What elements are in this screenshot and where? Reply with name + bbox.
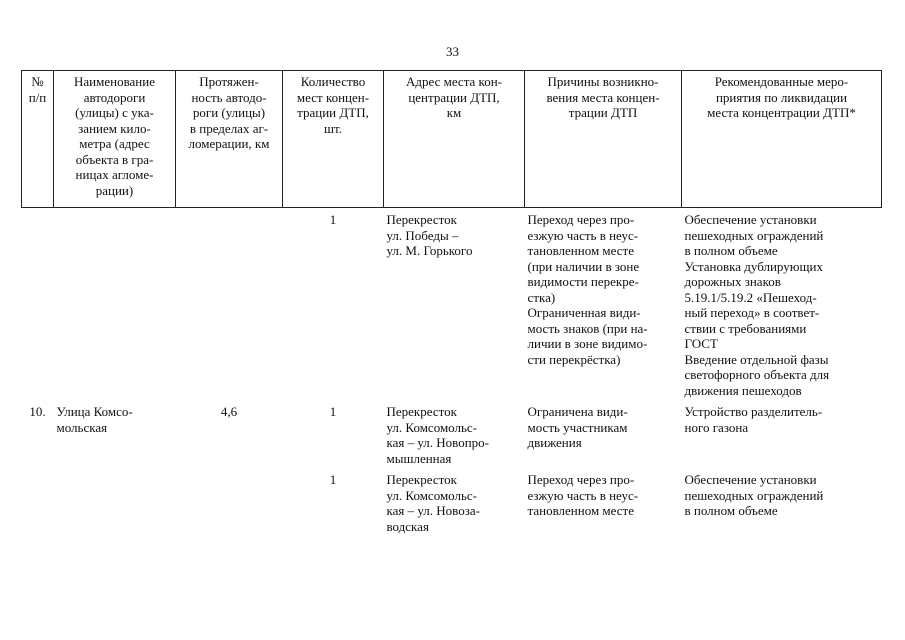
measures: Устройство разделитель- ного газона bbox=[684, 404, 823, 435]
road-length: 4,6 bbox=[220, 404, 238, 419]
measures: Обеспечение установки пешеходных ограждений в полном объеме bbox=[684, 472, 824, 518]
accident-count: 1 bbox=[329, 212, 337, 227]
row-number bbox=[22, 208, 54, 399]
measures: Обеспечение установки пешеходных ограждений в полном объеме Установка дублирующих дорожных знаков 5.19.1/5.19.2 «Пешеход- ный переход» в соответ- ствии с требованиями ГОСТ Введение отдельной фазы светофорного объекта для движения пешеходов bbox=[684, 212, 830, 398]
header-measures: Рекомендованные меро- приятия по ликвидации места концентрации ДТП* bbox=[682, 71, 882, 208]
causes: Ограничена види- мость участникам движения bbox=[527, 404, 628, 450]
road-name bbox=[54, 466, 176, 534]
table-row bbox=[22, 398, 882, 466]
header-number: № п/п bbox=[22, 71, 54, 208]
accident-count: 1 bbox=[329, 472, 337, 487]
header-address: Адрес места кон- центрации ДТП, км bbox=[384, 71, 525, 208]
header-road-name: Наименование автодороги (улицы) с ука- занием кило- метра (адрес объекта в гра- ницах агломе- рации) bbox=[54, 71, 176, 208]
accident-count: 1 bbox=[329, 404, 337, 419]
address: Перекресток ул. Победы – ул. М. Горького bbox=[386, 212, 473, 258]
header-accident-count: Количество мест концен- трации ДТП, шт. bbox=[283, 71, 384, 208]
row-number: 10. bbox=[29, 404, 46, 419]
table-row bbox=[22, 466, 882, 534]
table-row bbox=[22, 208, 882, 399]
accident-concentration-table bbox=[21, 70, 882, 534]
road-name: Улица Комсо- мольская bbox=[56, 404, 133, 435]
header-causes: Причины возникно- вения места концен- трации ДТП bbox=[525, 71, 682, 208]
header-road-length: Протяжен- ность автодо- роги (улицы) в пределах аг- ломерации, км bbox=[176, 71, 283, 208]
causes: Переход через про- езжую часть в неус- тановленном месте bbox=[527, 472, 639, 518]
address: Перекресток ул. Комсомольс- кая – ул. Новоза- водская bbox=[386, 472, 480, 534]
road-length bbox=[176, 466, 283, 534]
page-number: 33 bbox=[446, 44, 459, 59]
row-number bbox=[22, 466, 54, 534]
table-header-row bbox=[22, 71, 882, 208]
address: Перекресток ул. Комсомольс- кая – ул. Новопро- мышленная bbox=[386, 404, 490, 466]
causes: Переход через про- езжую часть в неус- тановленном месте (при наличии в зоне видимости перекре- стка) Ограниченная види- мость знаков (при на- личии в зоне видимо- сти перекрёстка) bbox=[527, 212, 648, 367]
road-name bbox=[54, 208, 176, 399]
road-length bbox=[176, 208, 283, 399]
